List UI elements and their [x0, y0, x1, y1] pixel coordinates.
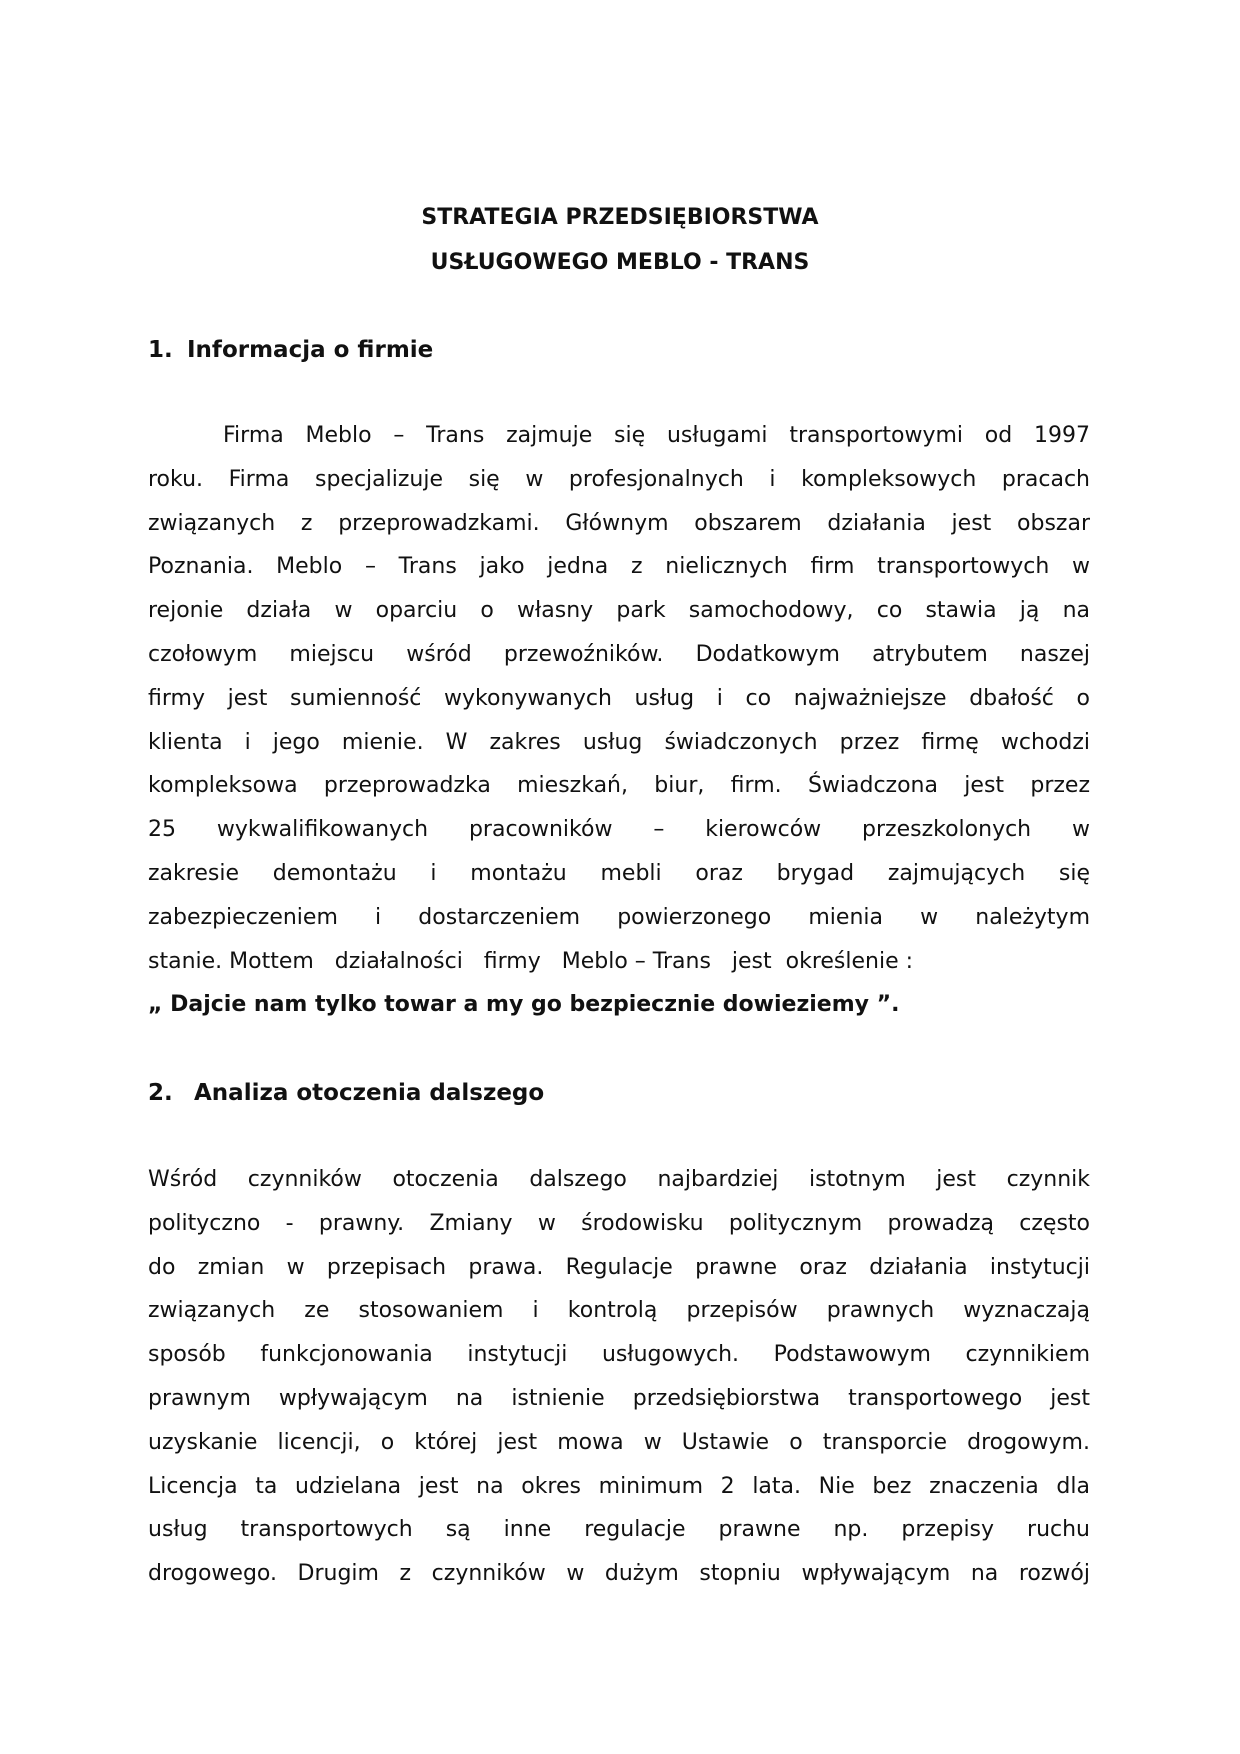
- text-line: polityczno - prawny. Zmiany w środowisku politycznym prowadzą często: [148, 1210, 1090, 1236]
- section-1-paragraph: [148, 414, 1090, 1027]
- text-line: roku. Firma specjalizuje się w profesjonalnych i kompleksowych pracach: [148, 466, 1090, 492]
- company-motto: „ Dajcie nam tylko towar a my go bezpiecznie dowieziemy ”.: [148, 992, 900, 1018]
- text-line: rejonie działa w oparciu o własny park samochodowy, co stawia ją na: [148, 598, 1090, 624]
- section-title: Informacja o firmie: [187, 337, 434, 363]
- text-line: usług transportowych są inne regulacje prawne np. przepisy ruchu: [148, 1517, 1090, 1543]
- text-line: drogowego. Drugim z czynników w dużym stopniu wpływającym na rozwój: [148, 1561, 1090, 1587]
- text-line: zakresie demontażu i montażu mebli oraz brygad zajmujących się: [148, 860, 1090, 886]
- text-line: Wśród czynników otoczenia dalszego najbardziej istotnym jest czynnik: [148, 1167, 1090, 1192]
- section-title: Analiza otoczenia dalszego: [194, 1080, 545, 1106]
- text-line: 25 wykwalifikowanych pracowników – kierowców przeszkolonych w: [148, 817, 1090, 843]
- text-line: związanych z przeprowadzkami. Głównym obszarem działania jest obszar: [148, 510, 1090, 536]
- text-line: czołowym miejscu wśród przewoźników. Dodatkowym atrybutem naszej: [148, 641, 1090, 667]
- text-line: prawnym wpływającym na istnienie przedsiębiorstwa transportowego jest: [148, 1385, 1090, 1411]
- text-line: zabezpieczeniem i dostarczeniem powierzonego mienia w należytym: [148, 904, 1090, 930]
- document-title-line-1: STRATEGIA PRZEDSIĘBIORSTWA: [421, 205, 819, 230]
- text-line: klienta i jego mienie. W zakres usług świadczonych przez firmę wchodzi: [148, 729, 1090, 755]
- section-number: 2.: [148, 1080, 173, 1106]
- text-line: stanie. Mottem działalności firmy Meblo – Trans jest określenie :: [148, 948, 914, 974]
- text-line: Licencja ta udzielana jest na okres minimum 2 lata. Nie bez znaczenia dla: [148, 1473, 1090, 1499]
- text-line: Poznania. Meblo – Trans jako jedna z nielicznych firm transportowych w: [148, 554, 1090, 580]
- text-line: firmy jest sumienność wykonywanych usług i co najważniejsze dbałość o: [148, 685, 1090, 711]
- section-2-heading: [148, 1071, 544, 1115]
- text-line: kompleksowa przeprowadzka mieszkań, biur, firm. Świadczona jest przez: [148, 773, 1090, 799]
- text-line: Firma Meblo – Trans zajmuje się usługami transportowymi od 1997: [223, 423, 1090, 448]
- section-1-heading: [148, 328, 433, 372]
- text-line: do zmian w przepisach prawa. Regulacje prawne oraz działania instytucji: [148, 1254, 1090, 1280]
- document-title-line-2: USŁUGOWEGO MEBLO - TRANS: [430, 250, 810, 275]
- section-number: 1.: [148, 337, 173, 363]
- text-line: uzyskanie licencji, o której jest mowa w Ustawie o transporcie drogowym.: [148, 1429, 1090, 1455]
- text-line: związanych ze stosowaniem i kontrolą przepisów prawnych wyznaczają: [148, 1298, 1090, 1324]
- section-2-paragraph: [148, 1158, 1090, 1596]
- text-line: sposób funkcjonowania instytucji usługowych. Podstawowym czynnikiem: [148, 1342, 1090, 1368]
